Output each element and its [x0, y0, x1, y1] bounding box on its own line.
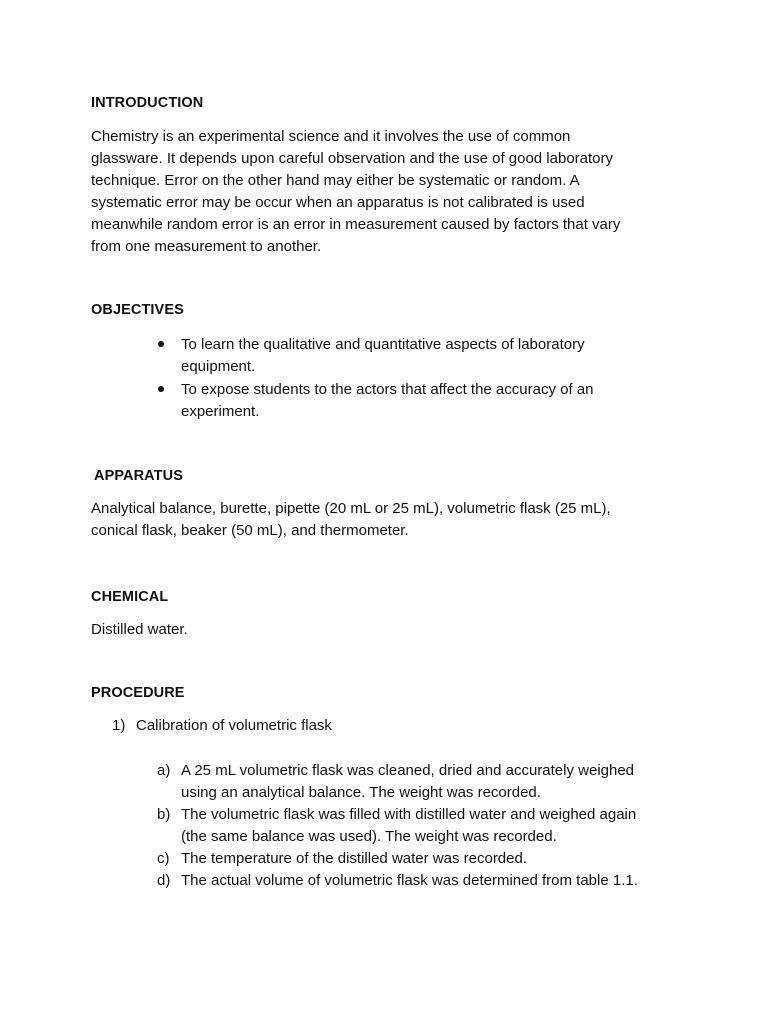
step-title: Calibration of volumetric flask	[136, 717, 332, 734]
apparatus-paragraph	[91, 498, 691, 542]
introduction-line: systematic error may be occur when an apparatus is not calibrated is used	[91, 194, 585, 211]
substep-line: The volumetric flask was filled with distilled water and weighed again	[181, 806, 637, 823]
introduction-heading: INTRODUCTION	[91, 95, 204, 111]
introduction-line: from one measurement to another.	[91, 238, 322, 255]
objective-item	[155, 379, 675, 423]
introduction-line: glassware. It depends upon careful observation and the use of good laboratory	[91, 150, 614, 167]
substep-line: The temperature of the distilled water was recorded.	[181, 850, 528, 867]
substep-item	[157, 848, 717, 870]
objective-line: To learn the qualitative and quantitative aspects of laboratory	[181, 336, 585, 353]
introduction-line: technique. Error on the other hand may either be systematic or random. A	[91, 172, 580, 189]
introduction-line: Chemistry is an experimental science and it involves the use of common	[91, 128, 571, 145]
apparatus-line: conical flask, beaker (50 mL), and thermometer.	[91, 522, 409, 539]
substep-marker: c)	[157, 850, 170, 867]
introduction-paragraph	[91, 126, 691, 258]
chemical-text: Distilled water.	[91, 621, 188, 638]
objective-line: equipment.	[181, 358, 256, 375]
apparatus-heading: APPARATUS	[94, 468, 183, 484]
bullet-icon	[158, 341, 164, 347]
substep-item	[157, 760, 717, 804]
chemical-heading: CHEMICAL	[91, 589, 169, 605]
bullet-icon	[158, 386, 164, 392]
objectives-list	[155, 334, 675, 424]
procedure-heading: PROCEDURE	[91, 685, 185, 701]
substep-item	[157, 870, 717, 892]
introduction-line: meanwhile random error is an error in measurement caused by factors that vary	[91, 216, 621, 233]
apparatus-line: Analytical balance, burette, pipette (20 mL or 25 mL), volumetric flask (25 mL),	[91, 500, 611, 517]
objective-line: To expose students to the actors that affect the accuracy of an	[181, 381, 594, 398]
substep-line: (the same balance was used). The weight was recorded.	[181, 828, 557, 845]
substep-item	[157, 804, 717, 848]
substep-marker: d)	[157, 872, 171, 889]
objectives-heading: OBJECTIVES	[91, 302, 184, 318]
procedure-step	[112, 715, 332, 737]
substep-marker: b)	[157, 806, 171, 823]
procedure-substeps	[157, 760, 717, 892]
substep-line: A 25 mL volumetric flask was cleaned, dried and accurately weighed	[181, 762, 635, 779]
objective-item	[155, 334, 675, 378]
substep-line: using an analytical balance. The weight was recorded.	[181, 784, 541, 801]
objective-line: experiment.	[181, 403, 260, 420]
step-number: 1)	[112, 717, 126, 734]
substep-line: The actual volume of volumetric flask was determined from table 1.1.	[181, 872, 638, 889]
substep-marker: a)	[157, 762, 171, 779]
